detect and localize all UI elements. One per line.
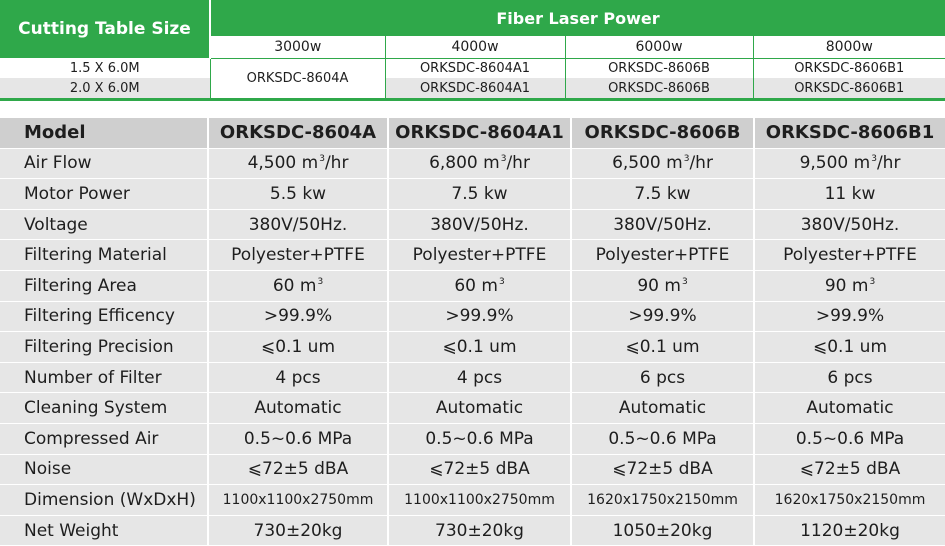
spec-cell — [754, 240, 945, 271]
spec-cell-value: Polyester+PTFE — [595, 245, 730, 266]
spec-cell-value: 1120±20kg — [800, 520, 900, 541]
spec-cell-value: 5.5 kw — [269, 183, 327, 204]
spec-cell — [208, 332, 388, 363]
spec-row — [0, 240, 945, 271]
spec-cell-value: 60 m — [454, 275, 498, 296]
spec-cell — [388, 179, 571, 210]
power-8000w: 8000w — [753, 36, 945, 58]
spec-header-model: Model — [0, 118, 208, 148]
spec-cell-value: 90 m — [824, 275, 869, 296]
spec-cell-value: ⩽0.1 um — [625, 336, 700, 357]
spec-row-label: Noise — [0, 454, 208, 485]
spec-cell — [571, 454, 754, 485]
spec-cell-value: Polyester+PTFE — [783, 245, 917, 266]
spec-cell — [754, 301, 945, 332]
spec-cell — [754, 332, 945, 363]
spec-cell — [388, 270, 571, 301]
spec-cell-value: ⩽72±5 dBA — [429, 459, 530, 480]
spec-cell — [754, 515, 945, 546]
spec-row-label: Voltage — [0, 209, 208, 240]
spec-cell — [208, 393, 388, 424]
spec-row — [0, 393, 945, 424]
spec-cell — [208, 454, 388, 485]
unit-suffix: /hr — [876, 153, 901, 174]
unit-superscript: 3 — [871, 154, 877, 165]
spec-row — [0, 485, 945, 516]
spec-cell-value: 730±20kg — [253, 520, 343, 541]
unit-superscript: 3 — [498, 276, 505, 287]
spec-cell-value: >99.9% — [263, 306, 333, 327]
spec-cell-value: 1100x1100x2750mm — [404, 491, 555, 508]
spec-row-label: Compressed Air — [0, 423, 208, 454]
spec-cell — [388, 240, 571, 271]
spec-cell-value: >99.9% — [445, 306, 514, 327]
spec-cell-value: ⩽72±5 dBA — [799, 459, 901, 480]
spec-cell — [754, 485, 945, 516]
power-4000w: 4000w — [385, 36, 565, 58]
spec-row-label: Filtering Precision — [0, 332, 208, 363]
spec-cell — [388, 148, 571, 179]
spec-cell — [571, 270, 754, 301]
size-1-5x6: 1.5 X 6.0M — [0, 58, 210, 78]
spec-cell — [754, 454, 945, 485]
spec-cell-value: 4,500 m — [247, 153, 319, 174]
spec-cell — [571, 423, 754, 454]
spec-cell — [208, 362, 388, 393]
spec-cell-value: 380V/50Hz. — [800, 214, 900, 235]
spec-row — [0, 179, 945, 210]
unit-superscript: 3 — [317, 276, 324, 287]
spec-row-label: Motor Power — [0, 179, 208, 210]
spec-cell-value: Automatic — [254, 398, 342, 419]
spec-header-col4: ORKSDC-8606B1 — [754, 118, 945, 148]
spec-cell-value: 6,500 m — [612, 153, 683, 174]
spec-row-label: Dimension (WxDxH) — [0, 485, 208, 516]
spec-cell-value: 0.5~0.6 MPa — [608, 428, 717, 449]
spec-cell-value: 6 pcs — [827, 367, 873, 388]
spec-cell-value: 7.5 kw — [451, 183, 508, 204]
unit-superscript: 3 — [319, 154, 325, 165]
spec-cell-value: 730±20kg — [435, 520, 524, 541]
spec-row — [0, 301, 945, 332]
spec-cell — [571, 485, 754, 516]
spec-cell-value: Polyester+PTFE — [412, 245, 547, 266]
spec-cell — [571, 240, 754, 271]
spec-cell — [754, 209, 945, 240]
unit-superscript: 3 — [681, 276, 688, 287]
spec-cell-value: 6 pcs — [639, 367, 686, 388]
spec-cell-value: 7.5 kw — [634, 183, 691, 204]
spec-cell-value: ⩽72±5 dBA — [612, 459, 713, 480]
spec-cell-value: 0.5~0.6 MPa — [243, 428, 353, 449]
spec-cell — [208, 423, 388, 454]
spec-cell — [571, 332, 754, 363]
spec-cell-value: 1620x1750x2150mm — [587, 491, 738, 508]
spec-cell — [571, 515, 754, 546]
power-6000w: 6000w — [565, 36, 753, 58]
model-6000w-row1: ORKSDC-8606B — [565, 58, 753, 78]
model-6000w-row2: ORKSDC-8606B — [565, 78, 753, 98]
spec-cell — [388, 454, 571, 485]
size-2-0x6: 2.0 X 6.0M — [0, 78, 210, 98]
model-4000w-row1: ORKSDC-8604A1 — [385, 58, 565, 78]
spec-cell-value: 380V/50Hz. — [430, 214, 529, 235]
spec-row — [0, 454, 945, 485]
spec-cell — [754, 270, 945, 301]
spec-row-label: Air Flow — [0, 148, 208, 179]
spec-cell-value: >99.9% — [628, 306, 697, 327]
spec-cell-value: 0.5~0.6 MPa — [425, 428, 534, 449]
unit-superscript: 3 — [683, 154, 690, 165]
spec-cell-value: ⩽0.1 um — [442, 336, 517, 357]
spec-cell — [571, 148, 754, 179]
spec-header-col3: ORKSDC-8606B — [571, 118, 754, 148]
spec-cell — [571, 179, 754, 210]
spec-cell — [571, 209, 754, 240]
spec-cell — [388, 393, 571, 424]
unit-suffix: /hr — [689, 153, 713, 174]
spec-cell — [388, 332, 571, 363]
spec-cell-value: 4 pcs — [456, 367, 503, 388]
spec-cell — [208, 240, 388, 271]
spec-row-label: Cleaning System — [0, 393, 208, 424]
spec-body — [0, 148, 945, 546]
unit-superscript: 3 — [869, 276, 876, 287]
spec-cell — [388, 485, 571, 516]
spec-row-label: Filtering Area — [0, 270, 208, 301]
spec-cell-value: 60 m — [272, 275, 317, 296]
spec-cell-value: >99.9% — [815, 306, 885, 327]
spec-cell — [571, 362, 754, 393]
spec-row — [0, 270, 945, 301]
spec-cell — [388, 301, 571, 332]
spec-cell-value: 90 m — [637, 275, 681, 296]
model-4000w-row2: ORKSDC-8604A1 — [385, 78, 565, 98]
spec-header-row — [0, 118, 945, 148]
spec-cell — [208, 301, 388, 332]
fiber-laser-power-header: Fiber Laser Power — [210, 0, 945, 36]
spec-cell-value: 11 kw — [824, 183, 876, 204]
spec-cell-value: Automatic — [806, 398, 894, 419]
spec-cell-value: ⩽0.1 um — [260, 336, 336, 357]
spec-cell-value: 6,800 m — [429, 153, 500, 174]
spec-row — [0, 209, 945, 240]
spec-cell — [388, 423, 571, 454]
spec-row-label: Number of Filter — [0, 362, 208, 393]
spec-cell — [388, 515, 571, 546]
spec-table — [0, 118, 945, 546]
spec-cell-value: 1050±20kg — [612, 520, 713, 541]
spec-cell-value: 4 pcs — [275, 367, 321, 388]
spec-cell-value: 0.5~0.6 MPa — [795, 428, 905, 449]
spec-cell — [208, 485, 388, 516]
spec-cell-value: 380V/50Hz. — [613, 214, 712, 235]
spec-cell-value: ⩽72±5 dBA — [247, 459, 349, 480]
spec-header-col1: ORKSDC-8604A — [208, 118, 388, 148]
unit-superscript: 3 — [500, 154, 507, 165]
spec-cell-value: Automatic — [618, 398, 707, 419]
model-8000w-row2: ORKSDC-8606B1 — [753, 78, 945, 98]
spec-cell-value: Automatic — [435, 398, 524, 419]
spec-cell — [754, 393, 945, 424]
spec-row — [0, 423, 945, 454]
spec-header-col2: ORKSDC-8604A1 — [388, 118, 571, 148]
model-3000w-merged: ORKSDC-8604A — [210, 58, 385, 98]
spec-cell-value: 9,500 m — [799, 153, 871, 174]
spec-cell — [754, 179, 945, 210]
spec-cell-value: ⩽0.1 um — [812, 336, 888, 357]
cutting-table-size-header: Cutting Table Size — [0, 0, 210, 58]
spec-cell — [208, 209, 388, 240]
spec-row — [0, 362, 945, 393]
spec-cell — [754, 362, 945, 393]
unit-suffix: /hr — [506, 153, 530, 174]
spec-cell-value: Polyester+PTFE — [231, 245, 365, 266]
top-table-bottom-rule — [0, 98, 945, 101]
spec-row-label: Filtering Material — [0, 240, 208, 271]
spec-row-label: Filtering Efficency — [0, 301, 208, 332]
spec-cell — [208, 270, 388, 301]
spec-cell-value: 1620x1750x2150mm — [774, 491, 926, 508]
spec-cell — [208, 148, 388, 179]
power-3000w: 3000w — [210, 36, 385, 58]
laser-power-table — [0, 0, 945, 98]
spec-cell — [754, 148, 945, 179]
spec-row — [0, 148, 945, 179]
spec-cell-value: 1100x1100x2750mm — [222, 491, 374, 508]
spec-row — [0, 332, 945, 363]
spec-row-label: Net Weight — [0, 515, 208, 546]
spec-cell — [208, 515, 388, 546]
spec-cell — [388, 362, 571, 393]
spec-cell — [388, 209, 571, 240]
spec-row — [0, 515, 945, 546]
unit-suffix: /hr — [324, 153, 349, 174]
spec-cell — [208, 179, 388, 210]
spec-cell-value: 380V/50Hz. — [248, 214, 348, 235]
spec-cell — [571, 393, 754, 424]
model-8000w-row1: ORKSDC-8606B1 — [753, 58, 945, 78]
spec-cell — [754, 423, 945, 454]
spec-cell — [571, 301, 754, 332]
